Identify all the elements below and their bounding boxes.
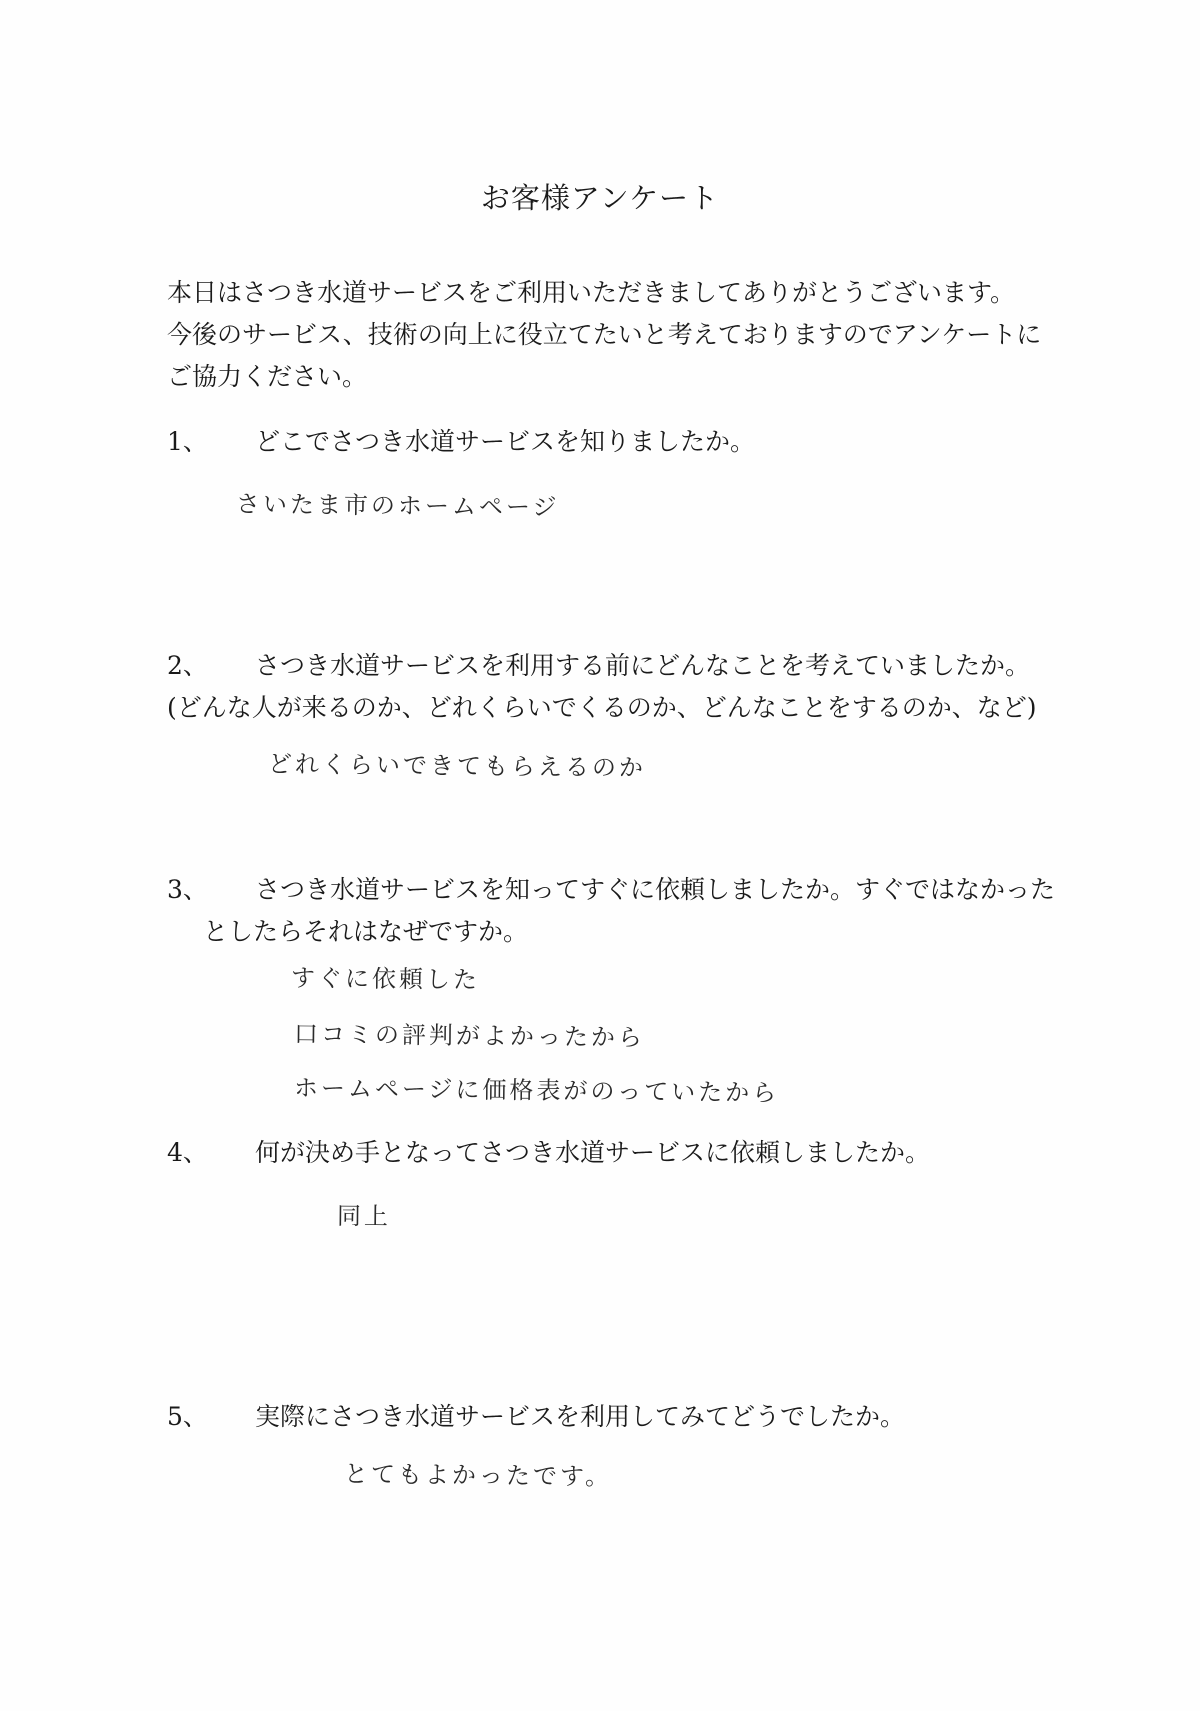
- handwritten-answer: すぐに依頼した: [290, 964, 481, 994]
- question-text: さつき水道サービスを知ってすぐに依頼しましたか。すぐではなかった: [255, 875, 1056, 904]
- handwritten-answer: どれくらいできてもらえるのか: [267, 750, 647, 782]
- question-subtext: としたらそれはなぜですか。: [203, 917, 529, 946]
- question-text: どこでさつき水道サービスを知りましたか。: [255, 427, 756, 456]
- question-text: 実際にさつき水道サービスを利用してみてどうでしたか。: [255, 1402, 906, 1431]
- question-number: 1、: [167, 427, 208, 456]
- intro-line: ご協力ください。: [167, 362, 368, 391]
- question-number: 4、: [167, 1138, 208, 1167]
- handwritten-answer: ホームページに価格表がのっていたから: [293, 1074, 780, 1108]
- handwritten-answer: 口コミの評判がよかったから: [293, 1020, 646, 1052]
- intro-text: [167, 272, 1067, 398]
- handwritten-answer: 同上: [336, 1202, 392, 1231]
- question-number: 2、: [167, 651, 208, 680]
- page-title: お客様アンケート: [480, 181, 720, 215]
- question-number: 5、: [167, 1402, 208, 1431]
- handwritten-answer: とてもよかったです。: [343, 1460, 613, 1491]
- intro-line: 本日はさつき水道サービスをご利用いただきましてありがとうございます。: [167, 278, 1016, 307]
- question-text: 何が決め手となってさつき水道サービスに依頼しましたか。: [255, 1138, 931, 1167]
- question-subtext: (どんな人が来るのか、どれくらいでくるのか、どんなことをするのか、など): [167, 693, 1037, 722]
- intro-line: 今後のサービス、技術の向上に役立てたいと考えておりますのでアンケートに: [167, 320, 1042, 349]
- question-number: 3、: [167, 875, 208, 904]
- question-text: さつき水道サービスを利用する前にどんなことを考えていましたか。: [255, 651, 1031, 680]
- handwritten-answer: さいたま市のホームページ: [235, 490, 560, 522]
